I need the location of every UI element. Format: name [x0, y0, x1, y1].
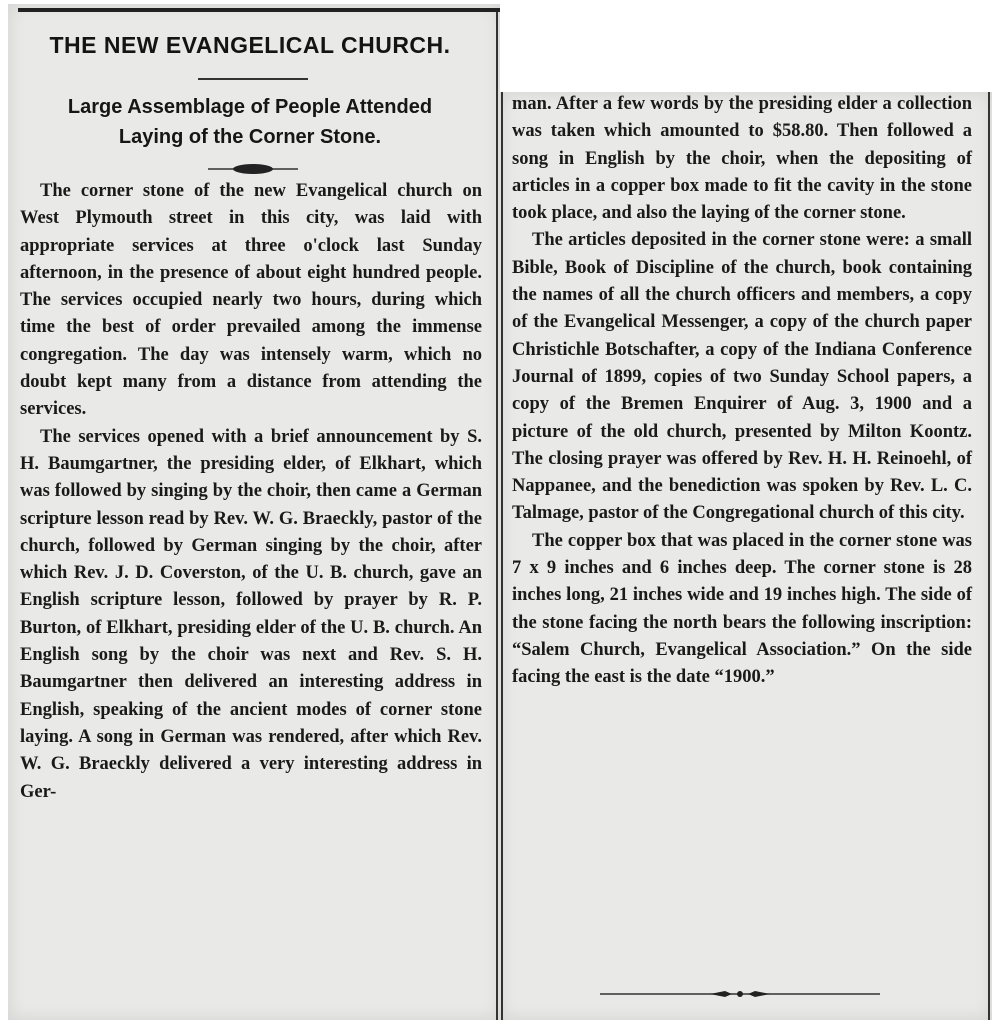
end-dash-ornament-icon: [600, 988, 880, 1000]
paragraph-1: The corner stone of the new Evangelical church on West Plymouth street in this city, was laid with appropriate services at three o'clock last Sunday afternoon, in the presence of about eight hundred people. The services occupied nearly two hours, during which time the best of order prevailed among the immense congregation. The day was intensely warm, which no doubt kept many from a distance from attending the services.: [20, 181, 482, 420]
dash-ornament-icon: [208, 162, 298, 176]
paragraph-continuation: man. After a few words by the presiding elder a collection was taken which amounted to $58.80. Then followed a song in English by the choir, when the depositing of articles in a copper box made to fit the cavity in the stone took place, and also the laying of the corner stone.: [512, 94, 972, 224]
subhead-line-2: Laying of the Corner Stone.: [118, 126, 382, 148]
paragraph-3: The articles deposited in the corner stone were: a small Bible, Book of Discipline of the church, book containing the names of all the church officers and members, a copy of the Evangelical Messenger, a copy of the church paper Christichle Botschafter, a copy of the Indiana Conference Journal of 1899, copies of two Sunday School papers, a copy of the Bremen Enquirer of Aug. 3, 1900 and a picture of the old church, presented by Milton Koontz. The closing prayer was offered by Rev. H. H. Reinoehl, of Nappanee, and the benediction was spoken by Rev. L. C. Talmage, pastor of the Congregational church of this city.: [512, 230, 972, 524]
headline-divider: [198, 78, 308, 80]
newspaper-clipping-right: [500, 92, 992, 1020]
paragraph-2: The services opened with a brief announcement by S. H. Baumgartner, the presiding elder, of Elkhart, which was followed by singing by the choir, then came a German scripture lesson read by Rev. W. G. Braeckly, pastor of the church, followed by German singing by the choir, after which Rev. J. D. Coverston, of the U. B. church, gave an English scripture lesson, followed by prayer by R. P. Burton, of Elkhart, presiding elder of the U. B. church. An English song by the choir was next and Rev. S. H. Baumgartner then delivered an interesting address in English, speaking of the ancient modes of corner stone laying. A song in German was rendered, after which Rev. W. G. Braeckly delivered a very interesting address in Ger-: [20, 426, 482, 802]
top-rule: [18, 8, 500, 12]
article-body-right: [512, 92, 972, 692]
headline: THE NEW EVANGELICAL CHURCH.: [49, 32, 451, 58]
subhead-line-1: Large Assemblage of People Attended: [67, 96, 433, 118]
column-rule: [988, 92, 990, 1020]
column-rule: [501, 92, 503, 1020]
subheadline: [8, 92, 492, 152]
newspaper-clipping-left: [8, 4, 500, 1020]
article-body-left: [20, 178, 482, 806]
column-rule: [496, 12, 498, 1020]
paragraph-4: The copper box that was placed in the corner stone was 7 x 9 inches and 6 inches deep. The corner stone is 28 inches long, 21 inches wide and 19 inches high. The side of the stone facing the north bears the following inscription: “Salem Church, Evangelical Association.” On the side facing the east is the date “1900.”: [512, 530, 972, 688]
